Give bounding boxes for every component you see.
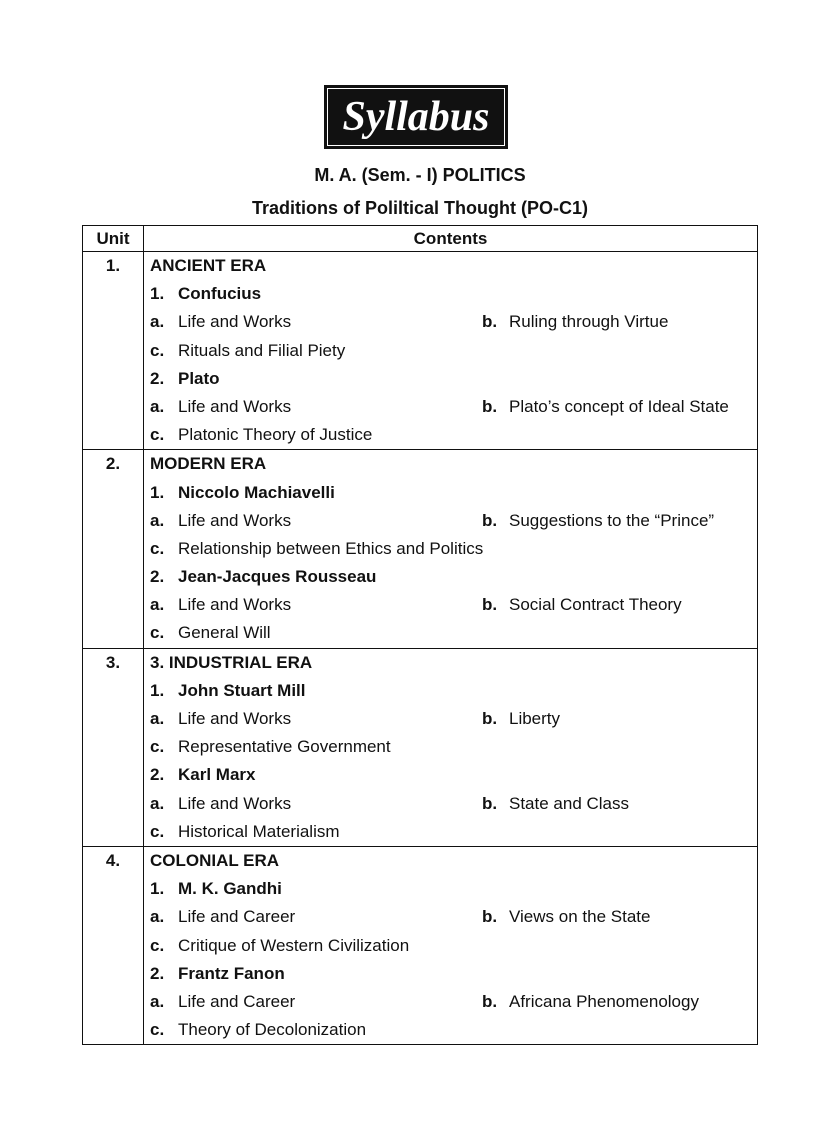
table-row xyxy=(83,450,758,648)
paper-title: Traditions of Poliltical Thought (PO-C1) xyxy=(252,198,588,218)
table-row xyxy=(83,846,758,1044)
logo-text: Syllabus xyxy=(342,94,490,140)
topic-text: Plato’s concept of Ideal State xyxy=(509,396,729,416)
topic-text: Representative Government xyxy=(178,737,391,757)
topic-line xyxy=(144,1016,757,1044)
topic-text: Life and Works xyxy=(178,510,292,530)
topic-line xyxy=(144,619,757,647)
unit-cell xyxy=(83,450,144,648)
thinker-number: 1. xyxy=(150,680,165,700)
thinker-number: 1. xyxy=(150,284,165,304)
topic-text: Suggestions to the “Prince” xyxy=(509,510,715,530)
topic-text: Views on the State xyxy=(509,907,651,927)
topic-text: Relationship between Ethics and Politics xyxy=(178,538,484,558)
era-heading: ANCIENT ERA xyxy=(150,256,267,275)
thinker-name: Confucius xyxy=(178,284,262,304)
topic-text: Liberty xyxy=(509,709,561,728)
contents-cell xyxy=(144,450,758,648)
syllabus-table xyxy=(82,225,758,1045)
unit-number: 4. xyxy=(105,850,121,870)
topic-line xyxy=(144,705,757,733)
unit-column-header: Unit xyxy=(83,226,144,252)
thinker-number: 2. xyxy=(150,567,165,587)
topic-line xyxy=(144,337,757,365)
unit-cell xyxy=(83,648,144,846)
topic-marker: b. xyxy=(482,396,498,416)
topic-line xyxy=(144,421,757,449)
era-heading: MODERN ERA xyxy=(150,454,267,474)
topic-line xyxy=(144,988,757,1016)
topic-marker: c. xyxy=(150,425,165,445)
topic-marker: b. xyxy=(482,595,498,615)
topic-text: State and Class xyxy=(509,793,630,813)
topic-marker: a. xyxy=(150,709,165,728)
topic-line xyxy=(144,308,757,336)
thinker-line xyxy=(144,280,757,308)
topic-text: Life and Works xyxy=(178,595,292,615)
topic-text: Ruling through Virtue xyxy=(509,312,669,332)
topic-text: Critique of Western Civilization xyxy=(178,935,410,955)
topic-line xyxy=(144,790,757,818)
topic-marker: c. xyxy=(150,821,165,841)
topic-marker: a. xyxy=(150,907,165,927)
topic-text: Rituals and Filial Piety xyxy=(178,340,346,360)
thinker-number: 1. xyxy=(150,879,165,899)
era-heading: 3. INDUSTRIAL ERA xyxy=(150,652,313,672)
syllabus-logo xyxy=(324,85,508,149)
topic-marker: c. xyxy=(150,1020,165,1040)
topic-marker: a. xyxy=(150,396,165,416)
thinker-name: Jean-Jacques Rousseau xyxy=(178,567,377,587)
topic-text: Life and Works xyxy=(178,709,292,728)
topic-marker: a. xyxy=(150,991,165,1011)
thinker-line xyxy=(144,875,757,903)
topic-marker: a. xyxy=(150,312,165,332)
thinker-name: Frantz Fanon xyxy=(178,963,285,983)
topic-marker: a. xyxy=(150,793,165,813)
thinker-number: 1. xyxy=(150,482,165,502)
topic-text: Africana Phenomenology xyxy=(509,991,699,1011)
topic-line xyxy=(144,591,757,619)
unit-number: 1. xyxy=(105,256,121,275)
table-row xyxy=(83,252,758,450)
topic-text: General Will xyxy=(178,623,271,643)
thinker-name: Plato xyxy=(178,368,220,388)
topic-text: Life and Works xyxy=(178,793,292,813)
thinker-name: Karl Marx xyxy=(178,765,256,785)
topic-line xyxy=(144,733,757,761)
thinker-line xyxy=(144,761,757,789)
table-row xyxy=(83,648,758,846)
thinker-line xyxy=(144,563,757,591)
thinker-name: John Stuart Mill xyxy=(178,680,306,700)
topic-marker: b. xyxy=(482,793,498,813)
topic-marker: c. xyxy=(150,538,165,558)
topic-line xyxy=(144,535,757,563)
topic-text: Theory of Decolonization xyxy=(178,1020,367,1040)
topic-marker: b. xyxy=(482,709,498,728)
topic-marker: b. xyxy=(482,510,498,530)
topic-text: Life and Career xyxy=(178,907,296,927)
topic-marker: b. xyxy=(482,991,498,1011)
topic-line xyxy=(144,903,757,931)
table-header-row xyxy=(83,226,758,252)
topic-text: Platonic Theory of Justice xyxy=(178,425,373,445)
era-heading: COLONIAL ERA xyxy=(150,850,280,870)
thinker-line xyxy=(144,677,757,705)
topic-line xyxy=(144,507,757,535)
contents-cell xyxy=(144,846,758,1044)
contents-cell xyxy=(144,648,758,846)
topic-marker: c. xyxy=(150,737,165,757)
unit-number: 2. xyxy=(105,454,121,474)
topic-marker: c. xyxy=(150,935,165,955)
thinker-name: M. K. Gandhi xyxy=(178,879,282,899)
thinker-number: 2. xyxy=(150,368,165,388)
contents-column-header: Contents xyxy=(144,226,758,252)
topic-text: Historical Materialism xyxy=(178,821,340,841)
unit-number: 3. xyxy=(105,652,121,672)
topic-line xyxy=(144,932,757,960)
unit-cell xyxy=(83,846,144,1044)
unit-cell xyxy=(83,252,144,450)
topic-marker: c. xyxy=(150,623,165,643)
thinker-name: Niccolo Machiavelli xyxy=(178,482,335,502)
thinker-line xyxy=(144,365,757,393)
thinker-line xyxy=(144,479,757,507)
thinker-line xyxy=(144,960,757,988)
topic-text: Life and Works xyxy=(178,312,292,332)
thinker-number: 2. xyxy=(150,963,165,983)
topic-line xyxy=(144,818,757,846)
contents-cell xyxy=(144,252,758,450)
topic-marker: a. xyxy=(150,595,165,615)
topic-marker: b. xyxy=(482,907,498,927)
thinker-number: 2. xyxy=(150,765,165,785)
topic-marker: b. xyxy=(482,312,498,332)
topic-text: Life and Career xyxy=(178,991,296,1011)
topic-marker: c. xyxy=(150,340,165,360)
topic-text: Social Contract Theory xyxy=(509,595,682,615)
topic-line xyxy=(144,393,757,421)
course-title: M. A. (Sem. - I) POLITICS xyxy=(314,165,526,185)
topic-marker: a. xyxy=(150,510,165,530)
topic-text: Life and Works xyxy=(178,396,292,416)
